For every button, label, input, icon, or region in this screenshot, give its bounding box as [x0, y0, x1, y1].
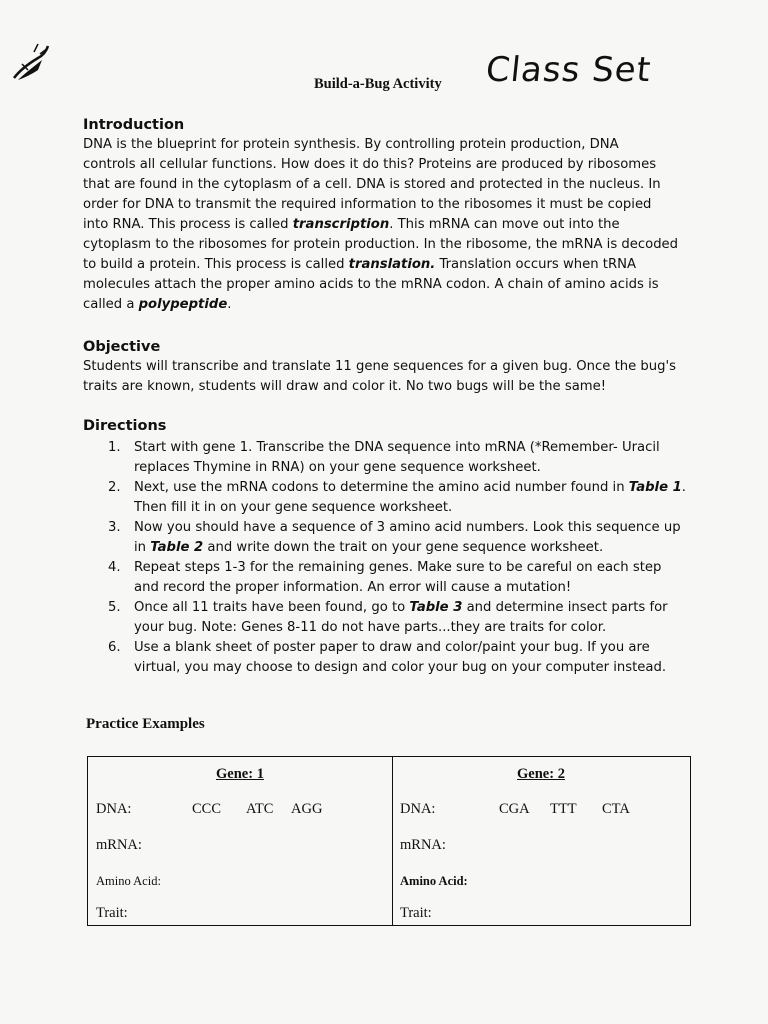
text-segment: . This mRNA can move out into the [389, 217, 620, 232]
bug-scribble-icon [8, 40, 56, 90]
gene-1-codon-2: ATC [246, 801, 274, 817]
text-segment: DNA is the blueprint for protein synthesis. By controlling protein production, DNA [83, 137, 619, 152]
gene-2-codon-3: CTA [602, 801, 630, 817]
emphasis-text: Table 3 [409, 600, 463, 615]
emphasis-text: translation. [348, 257, 436, 272]
gene-2-amino-label: Amino Acid: [400, 874, 468, 888]
text-segment: Then fill it in on your gene sequence worksheet. [134, 500, 453, 515]
text-segment: Once all 11 traits have been found, go to [134, 600, 410, 615]
text-segment: to build a protein. This process is called [83, 257, 349, 272]
text-line [83, 235, 695, 255]
step-number: 5. [108, 600, 121, 615]
text-line [134, 558, 708, 578]
text-segment: order for DNA to transmit the required information to the ribosomes it must be copied [83, 197, 652, 212]
step-number: 6. [108, 640, 121, 655]
handwritten-note: Class Set [483, 50, 654, 90]
text-line [134, 578, 708, 598]
text-segment: traits are known, students will draw and color it. No two bugs will be the same! [83, 379, 607, 394]
gene-1-title: Gene: 1 [216, 766, 264, 782]
page-title: Build-a-Bug Activity [314, 76, 442, 92]
text-line [134, 438, 708, 458]
text-line [134, 598, 708, 618]
step-number: 1. [108, 440, 121, 455]
text-line [83, 377, 695, 397]
direction-step [108, 638, 708, 678]
direction-step [108, 478, 708, 518]
text-segment: Repeat steps 1-3 for the remaining genes. Make sure to be careful on each step [134, 560, 662, 575]
text-line [83, 175, 695, 195]
practice-heading: Practice Examples [86, 716, 205, 732]
text-line [134, 478, 708, 498]
objective-heading: Objective [83, 339, 161, 355]
text-line [134, 498, 708, 518]
gene-1-trait-label: Trait: [96, 905, 128, 921]
direction-step [108, 438, 708, 478]
text-segment: called a [83, 297, 139, 312]
directions-list [108, 438, 708, 678]
gene-2-column [392, 757, 690, 925]
text-segment: molecules attach the proper amino acids to the mRNA codon. A chain of amino acids is [83, 277, 659, 292]
text-line [83, 275, 695, 295]
gene-1-column [88, 757, 393, 925]
gene-2-title: Gene: 2 [517, 766, 565, 782]
text-line [134, 458, 708, 478]
gene-1-dna-label: DNA: [96, 801, 132, 817]
gene-2-trait-label: Trait: [400, 905, 432, 921]
gene-2-codon-1: CGA [499, 801, 530, 817]
emphasis-text: transcription [292, 217, 390, 232]
introduction-heading: Introduction [83, 117, 185, 133]
objective-paragraph [83, 357, 695, 397]
text-segment: cytoplasm to the ribosomes for protein production. In the ribosome, the mRNA is decoded [83, 237, 679, 252]
practice-gene-table [87, 756, 691, 926]
step-number: 3. [108, 520, 121, 535]
text-segment: . [227, 297, 232, 312]
text-segment: and determine insect parts for [462, 600, 668, 615]
step-number: 2. [108, 480, 121, 495]
direction-step [108, 598, 708, 638]
text-segment: controls all cellular functions. How does it do this? Proteins are produced by ribosomes [83, 157, 657, 172]
text-segment: replaces Thymine in RNA) on your gene sequence worksheet. [134, 460, 541, 475]
text-line [134, 538, 708, 558]
text-line [83, 135, 695, 155]
text-segment: Next, use the mRNA codons to determine the amino acid number found in [134, 480, 629, 495]
gene-2-codon-2: TTT [550, 801, 577, 817]
gene-2-dna-label: DNA: [400, 801, 436, 817]
step-number: 4. [108, 560, 121, 575]
text-segment: into RNA. This process is called [83, 217, 293, 232]
text-segment: Start with gene 1. Transcribe the DNA sequence into mRNA (*Remember- Uracil [134, 440, 660, 455]
text-line [83, 295, 695, 315]
text-line [83, 195, 695, 215]
direction-step [108, 558, 708, 598]
text-segment: virtual, you may choose to design and color your bug on your computer instead. [134, 660, 667, 675]
text-segment: and record the proper information. An error will cause a mutation! [134, 580, 572, 595]
text-line [83, 255, 695, 275]
text-segment: Now you should have a sequence of 3 amino acid numbers. Look this sequence up [134, 520, 681, 535]
text-line [83, 155, 695, 175]
text-line [83, 357, 695, 377]
text-line [134, 518, 708, 538]
text-segment: that are found in the cytoplasm of a cell. DNA is stored and protected in the nucleus. In [83, 177, 661, 192]
text-segment: Translation occurs when tRNA [435, 257, 636, 272]
gene-1-amino-label: Amino Acid: [96, 874, 161, 888]
gene-1-mrna-label: mRNA: [96, 837, 142, 853]
text-segment: your bug. Note: Genes 8-11 do not have parts...they are traits for color. [134, 620, 607, 635]
text-segment: Students will transcribe and translate 11 gene sequences for a given bug. Once the bug's [83, 359, 677, 374]
text-line [83, 215, 695, 235]
text-segment: in [134, 540, 151, 555]
introduction-paragraph [83, 135, 695, 315]
emphasis-text: Table 2 [150, 540, 204, 555]
text-segment: . [681, 480, 686, 495]
emphasis-text: polypeptide [138, 297, 228, 312]
gene-2-mrna-label: mRNA: [400, 837, 446, 853]
text-line [134, 658, 708, 678]
gene-1-codon-1: CCC [192, 801, 222, 817]
text-segment: and write down the trait on your gene sequence worksheet. [203, 540, 604, 555]
emphasis-text: Table 1 [628, 480, 682, 495]
text-segment: Use a blank sheet of poster paper to draw and color/paint your bug. If you are [134, 640, 650, 655]
direction-step [108, 518, 708, 558]
gene-1-codon-3: AGG [291, 801, 323, 817]
directions-heading: Directions [83, 418, 167, 434]
text-line [134, 618, 708, 638]
text-line [134, 638, 708, 658]
